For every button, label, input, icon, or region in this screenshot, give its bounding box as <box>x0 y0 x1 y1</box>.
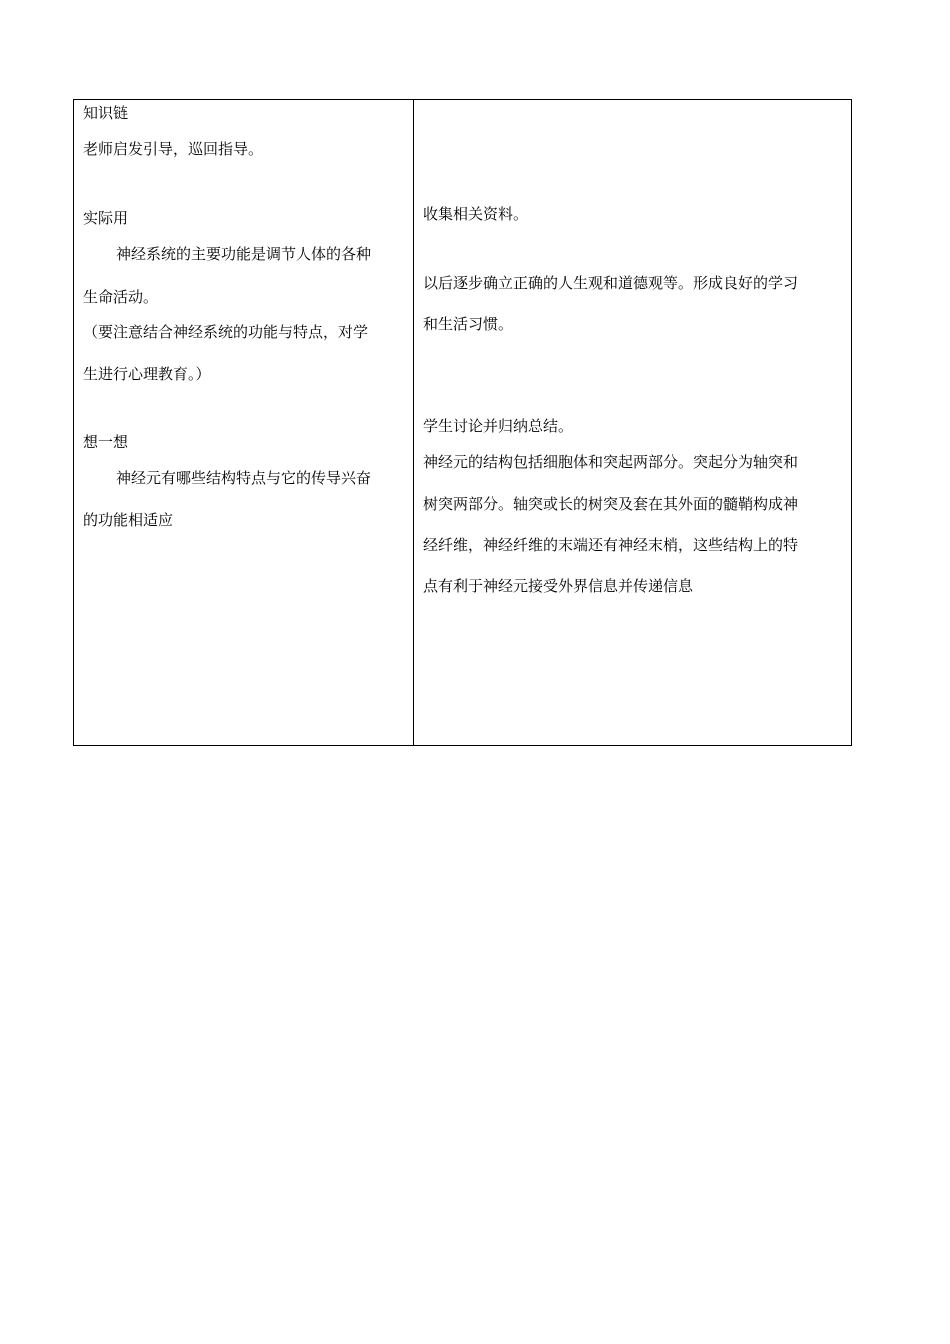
psychology-note-line1: （要注意结合神经系统的功能与特点，对学 <box>83 323 369 341</box>
nervous-system-function-line1: 神经系统的主要功能是调节人体的各种 <box>116 245 372 263</box>
worldview-line2: 和生活习惯。 <box>423 315 514 333</box>
column-divider <box>413 100 414 745</box>
heading-practical-use: 实际用 <box>83 209 129 227</box>
content-table <box>73 99 852 746</box>
teacher-guidance-text: 老师启发引导，巡回指导。 <box>83 140 264 158</box>
worldview-line1: 以后逐步确立正确的人生观和道德观等。形成良好的学习 <box>423 274 799 292</box>
neuron-question-line2: 的功能相适应 <box>83 511 174 529</box>
nervous-system-function-line2: 生命活动。 <box>83 288 159 306</box>
collect-materials-text: 收集相关资料。 <box>423 205 529 223</box>
neuron-structure-line4: 点有利于神经元接受外界信息并传递信息 <box>423 577 694 595</box>
neuron-structure-line3: 经纤维，神经纤维的末端还有神经末梢，这些结构上的特 <box>423 536 799 554</box>
psychology-note-line2: 生进行心理教育。） <box>83 365 211 383</box>
neuron-question-line1: 神经元有哪些结构特点与它的传导兴奋 <box>116 469 372 487</box>
neuron-structure-line1: 神经元的结构包括细胞体和突起两部分。突起分为轴突和 <box>423 453 799 471</box>
heading-knowledge-chain: 知识链 <box>83 104 129 122</box>
neuron-structure-line2: 树突两部分。轴突或长的树突及套在其外面的髓鞘构成神 <box>423 495 799 513</box>
student-discussion-text: 学生讨论并归纳总结。 <box>423 417 574 435</box>
heading-think: 想一想 <box>83 433 129 451</box>
